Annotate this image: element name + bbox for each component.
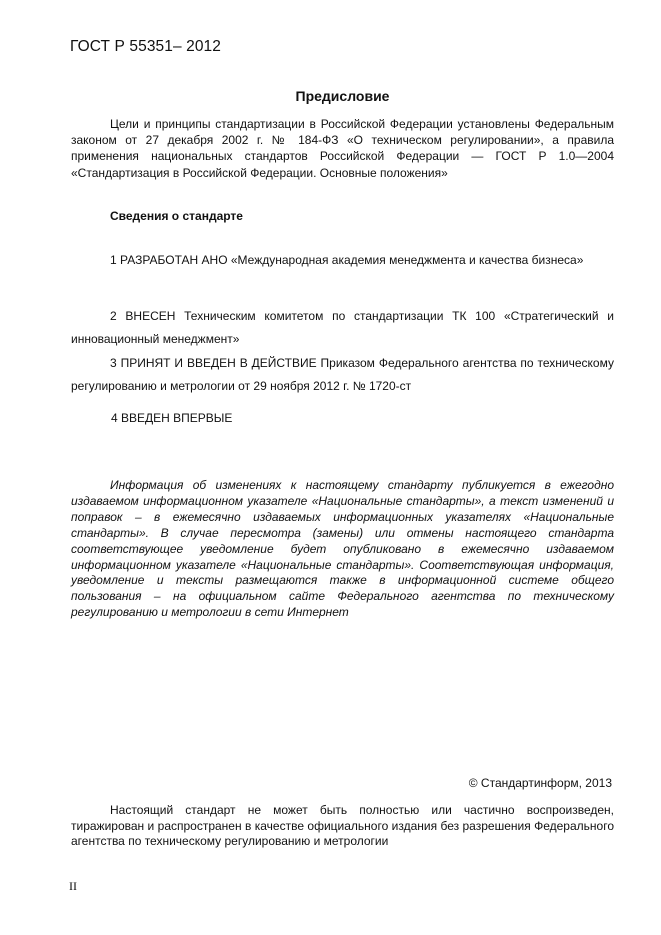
page-number: II: [69, 879, 77, 893]
page-title: Предисловие: [295, 88, 390, 104]
intro-paragraph: Цели и принципы стандартизации в Российской Федерации установлены Федеральным законом от 27 декабря 2002 г. № 184-ФЗ «О техническом регулировании», а правила применения национальных стандартов Российской Федерации — ГОСТ Р 1.0—2004 «Стандартизация в Российской Федерации. Основные положения»: [71, 117, 614, 180]
standard-code: ГОСТ Р 55351– 2012: [70, 38, 221, 55]
info-item-developed: 1 РАЗРАБОТАН АНО «Международная академия менеджмента и качества бизнеса»: [110, 253, 584, 267]
copyright-line: © Стандартинформ, 2013: [468, 776, 612, 790]
info-item-adopted: 3 ПРИНЯТ И ВВЕДЕН В ДЕЙСТВИЕ Приказом Федерального агентства по техническому регулированию и метрологии от 29 ноября 2012 г. № 1720-ст: [71, 356, 614, 393]
section-heading: Сведения о стандарте: [110, 209, 243, 223]
changes-notice-paragraph: Информация об изменениях к настоящему стандарту публикуется в ежегодно издаваемом информационном указателе «Национальные стандарты», а текст изменений и поправок – в ежемесячно издаваемых информационных указателях «Национальные стандарты». В случае пересмотра (замены) или отмены настоящего стандарта соответствующее уведомление будет опубликовано в ежемесячно издаваемом информационном указателе «Национальные стандарты». Соответствующая информация, уведомление и тексты размещаются также в информационной системе общего пользования – на официальном сайте Федерального агентства по техническому регулированию и метрологии в сети Интернет: [71, 478, 614, 620]
info-item-first-introduced: 4 ВВЕДЕН ВПЕРВЫЕ: [111, 411, 233, 425]
reproduction-notice-paragraph: Настоящий стандарт не может быть полностью или частично воспроизведен, тиражирован и распространен в качестве официального издания без разрешения Федерального агентства по техническому регулированию и метрологии: [71, 803, 614, 849]
info-item-submitted: 2 ВНЕСЕН Техническим комитетом по стандартизации ТК 100 «Стратегический и инновационный менеджмент»: [71, 309, 614, 346]
